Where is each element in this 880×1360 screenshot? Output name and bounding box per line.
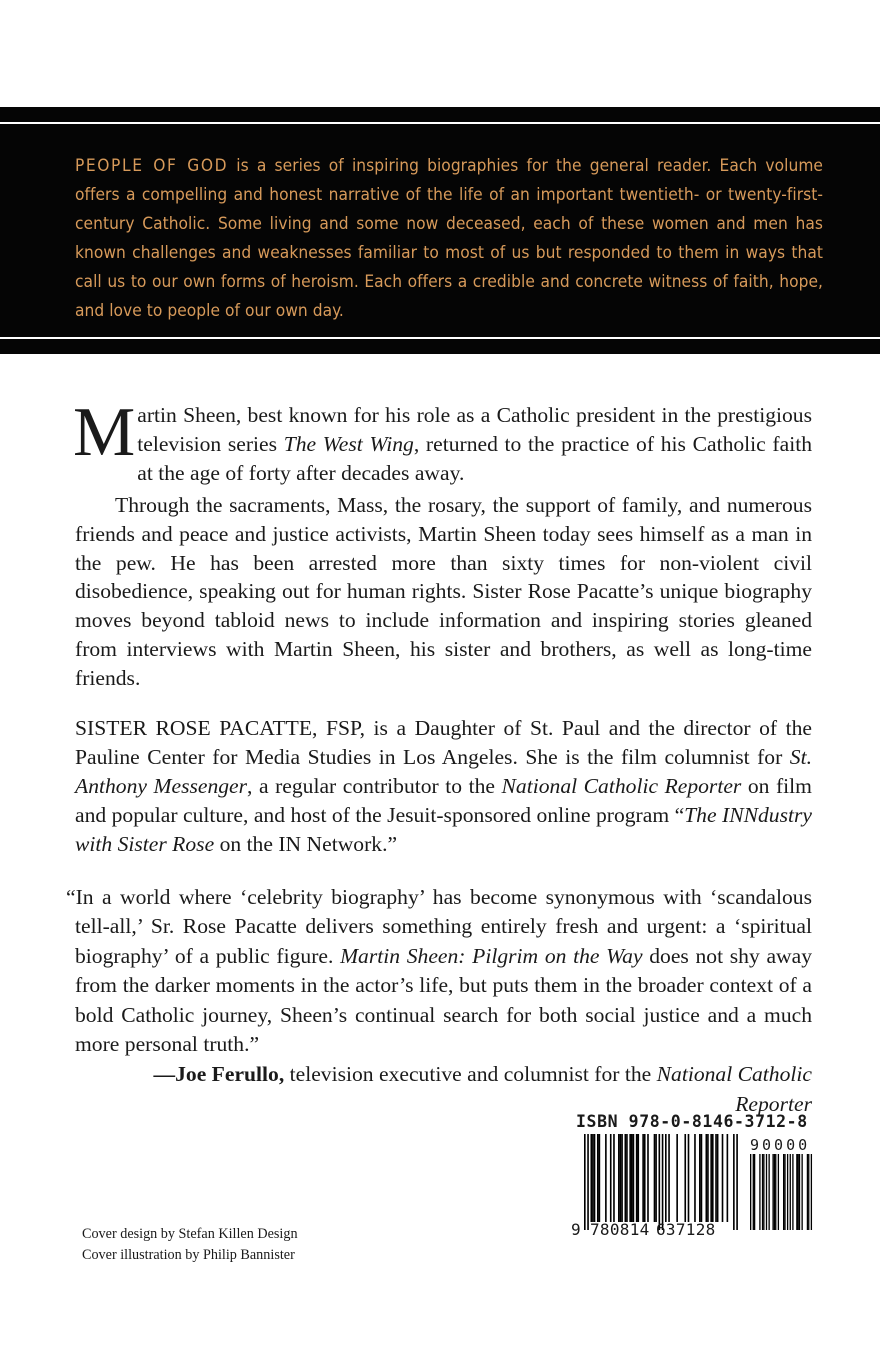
barcode-bar (620, 1134, 622, 1222)
author-bio-text-2: , a regular contributor to the (247, 773, 502, 798)
band-bottom-rule (0, 337, 880, 339)
addon-bar (750, 1154, 751, 1230)
barcode-bar (631, 1134, 633, 1222)
barcode-bar (633, 1134, 635, 1222)
publication-title: St. Anthony Messenger (75, 744, 812, 798)
addon-bar (775, 1154, 776, 1230)
barcode-bar (597, 1134, 599, 1222)
endorser-name: —Joe Ferullo, (153, 1062, 285, 1087)
barcode-bar (727, 1134, 729, 1222)
barcode-bar (668, 1134, 670, 1222)
isbn-label: ISBN 978-0-8146-3712-8 (576, 1112, 808, 1131)
addon-bar (798, 1154, 799, 1230)
barcode-bar (654, 1134, 656, 1222)
addon-bar (807, 1154, 808, 1230)
barcode-bar (590, 1134, 592, 1222)
series-blurb-text: is a series of inspiring biographies for the general reader. Each volume offers a compelling and honest narrative of the life of an important twentieth- or twenty-first-century Catholic. Some living and some now deceased, each of these women and men has known challenges and weaknesses familiar to most of us but responded to them in ways that call us to our own forms of heroism. Each offers a credible and concrete witness of faith, hope, and love to people of our own day. (75, 156, 823, 321)
series-band (0, 107, 880, 354)
barcode-bar (592, 1134, 594, 1222)
cover-credits (82, 1224, 298, 1266)
endorser-role: television executive and columnist for the (284, 1062, 657, 1087)
barcode-bar (642, 1134, 644, 1222)
cover-illustration-credit: Cover illustration by Philip Bannister (82, 1247, 295, 1263)
endorsement-text: “In a world where ‘celebrity biography’ has become synonymous with ‘scandalous tell-all,’ Sr. Rose Pacatte delivers something entirely fresh and urgent: a ‘spiritual biography’ of a public figure. (66, 885, 812, 968)
barcode-bar (636, 1134, 638, 1222)
barcode-guard-bar (736, 1134, 738, 1230)
addon-bar (763, 1154, 764, 1230)
addon-bar (762, 1154, 763, 1230)
barcode-bar (707, 1134, 709, 1222)
addon-bar (783, 1154, 784, 1230)
barcode-bar (717, 1134, 719, 1222)
barcode-bar (644, 1134, 646, 1222)
ean-first-digit: 9 (571, 1220, 581, 1239)
addon-bar (759, 1154, 760, 1230)
barcode-bar (694, 1134, 696, 1222)
endorsement-quote (66, 883, 813, 1059)
barcode-bar (613, 1134, 615, 1222)
addon-bar (754, 1154, 755, 1230)
addon-bar (799, 1154, 800, 1230)
book-title: Martin Sheen: Pilgrim on the Way (340, 943, 643, 968)
addon-bar (792, 1154, 793, 1230)
addon-bar (787, 1154, 788, 1230)
description-paragraph-2: Through the sacraments, Mass, the rosary, the support of family, and numerous friends and peace and justice activists, Martin Sheen today sees himself as a man in the pew. He has been arrested more than sixty times for non-violent civil disobedience, speaking out for human rights. Sister Rose Pacatte’s unique biography moves beyond tabloid news to include information and inspiring stories gleaned from interviews with Martin Sheen, his sister and brothers, as well as long-time friends. (75, 492, 812, 691)
description-p1-text: artin Sheen, best known for his role as a Catholic president in the prestigious television series (137, 403, 812, 456)
barcode-bar (605, 1134, 607, 1222)
barcode-bar (621, 1134, 623, 1222)
barcode-bar (701, 1134, 703, 1222)
author-bio (75, 714, 812, 859)
addon-bar (778, 1154, 779, 1230)
barcode-bar (665, 1134, 667, 1222)
series-name: PEOPLE OF GOD (75, 156, 229, 176)
barcode-guard-bar (659, 1134, 661, 1230)
barcode-guard-bar (733, 1134, 735, 1230)
addon-bar (774, 1154, 775, 1230)
barcode-bar (699, 1134, 701, 1222)
band-top-rule (0, 122, 880, 124)
author-bio-text-3: on film and popular culture, and host of the Jesuit-sponsored online program “ (75, 773, 812, 827)
addon-bar (796, 1154, 797, 1230)
addon-bar (772, 1154, 773, 1230)
barcode-bar (688, 1134, 690, 1222)
addon-bar (766, 1154, 767, 1230)
barcode-bar (610, 1134, 612, 1222)
price-addon-number: 90000 (750, 1136, 811, 1154)
series-blurb (75, 152, 823, 326)
barcode-bar (706, 1134, 708, 1222)
barcode-bar (629, 1134, 631, 1222)
endorsement (66, 883, 813, 1119)
barcode-guard-bar (587, 1134, 589, 1230)
show-title: The INNdustry with Sister Rose (75, 802, 812, 856)
book-description (73, 394, 812, 859)
addon-bar (768, 1154, 769, 1230)
isbn-barcode (570, 1108, 820, 1243)
endorser-publication: National Catholic Reporter (656, 1062, 812, 1116)
barcode-bar (637, 1134, 639, 1222)
drop-cap: M (73, 394, 136, 471)
barcode-bar (618, 1134, 620, 1222)
barcode-bar (712, 1134, 714, 1222)
author-bio-text: SISTER ROSE PACATTE, FSP, is a Daughter of St. Paul and the director of the Pauline Center for Media Studies in Los Angeles. She is the film columnist for (75, 716, 812, 769)
barcode-bar (647, 1134, 649, 1222)
barcode-bar (710, 1134, 712, 1222)
barcode-bar (599, 1134, 601, 1222)
addon-bar (808, 1154, 809, 1230)
barcode-guard-bar (662, 1134, 664, 1230)
addon-bar (753, 1154, 754, 1230)
addon-bar (790, 1154, 791, 1230)
description-p1-text-end: , returned to the practice of his Catholic faith at the age of forty after decades away. (137, 431, 812, 485)
barcode-bar (715, 1134, 717, 1222)
barcode-bar (722, 1134, 724, 1222)
barcode-bar (626, 1134, 628, 1222)
barcode-guard-bar (584, 1134, 586, 1230)
endorsement-text-2: does not shy away from the darker moments in the actor’s life, but puts them in the broader context of a bold Catholic journey, Sheen’s continual search for both social justice and a much more personal truth.” (75, 943, 813, 1057)
barcode-bar (625, 1134, 627, 1222)
tv-series-title: The West Wing (283, 431, 414, 456)
addon-bar (784, 1154, 785, 1230)
author-bio-text-4: on the IN Network.” (214, 831, 398, 856)
barcode-bar (655, 1134, 657, 1222)
addon-bar (801, 1154, 802, 1230)
addon-bar (811, 1154, 812, 1230)
ean-left-digits: 780814 (590, 1220, 650, 1239)
cover-design-credit: Cover design by Stefan Killen Design (82, 1226, 298, 1242)
barcode-bar (676, 1134, 678, 1222)
ean-right-digits: 637128 (656, 1220, 716, 1239)
publication-title-2: National Catholic Reporter (501, 773, 742, 798)
barcode-bar (684, 1134, 686, 1222)
barcode-bar (594, 1134, 596, 1222)
description-paragraph-1 (73, 394, 812, 488)
